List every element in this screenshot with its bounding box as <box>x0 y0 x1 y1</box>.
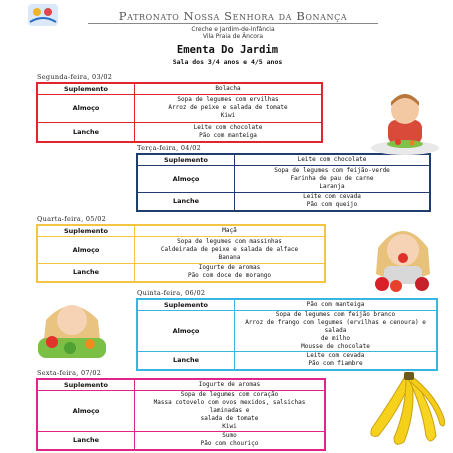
meal-label: Almoço <box>37 94 135 122</box>
menu-table <box>136 153 431 212</box>
school-location: Vila Praia de Âncora <box>202 33 264 40</box>
meal-label: Almoço <box>137 165 235 192</box>
meal-label: Lanche <box>137 192 235 211</box>
day-label: Sexta-feira, 07/02 <box>37 369 102 377</box>
logo-icon <box>28 4 58 26</box>
meal-items: Sumo Pão com chouriço <box>135 431 326 450</box>
child-eating-strawberry-image <box>358 214 448 292</box>
meal-label: Lanche <box>137 351 235 370</box>
menu-title: Ementa Do Jardim <box>176 44 279 56</box>
meal-items: Leite com chocolate Pão com manteiga <box>135 122 323 142</box>
meal-label: Almoço <box>37 390 135 431</box>
table-row <box>37 263 325 282</box>
school-name: Patronato Nossa Senhora da Bonança <box>118 9 348 23</box>
meal-items: Leite com cevada Pão com fiambre <box>235 351 438 370</box>
day-wednesday <box>36 214 326 283</box>
header-divider <box>88 23 378 24</box>
day-thursday <box>136 288 438 371</box>
meal-label: Lanche <box>37 431 135 450</box>
meal-label: Suplemento <box>37 379 135 390</box>
table-row <box>137 299 437 310</box>
menu-table <box>36 224 326 283</box>
table-row <box>37 379 325 390</box>
meal-items: Sopa de legumes com feijão-verde Farinha de pau de carne Laranja <box>235 165 431 192</box>
meal-label: Lanche <box>37 263 135 282</box>
table-row <box>137 192 430 211</box>
child-with-vegetables-image <box>30 290 114 360</box>
meal-items: Iogurte de aromas <box>135 379 326 390</box>
table-row <box>37 225 325 236</box>
meal-items: Iogurte de aromas Pão com doce de morango <box>135 263 326 282</box>
school-subtitle: Creche e Jardim-de-Infância <box>191 26 275 33</box>
day-label: Terça-feira, 04/02 <box>137 144 202 152</box>
meal-items: Pão com manteiga <box>235 299 438 310</box>
meal-label: Suplemento <box>37 83 135 94</box>
meal-items: Maçã <box>135 225 326 236</box>
menu-table <box>36 82 323 143</box>
day-monday <box>36 72 323 143</box>
table-row <box>37 236 325 263</box>
meal-label: Almoço <box>37 236 135 263</box>
day-friday <box>36 368 326 451</box>
meal-items: Leite com chocolate <box>235 154 431 165</box>
table-row <box>37 83 322 94</box>
meal-label: Suplemento <box>137 299 235 310</box>
meal-items: Leite com cevada Pão com queijo <box>235 192 431 211</box>
table-row <box>137 165 430 192</box>
meal-items: Sopa de legumes com massinhas Caldeirada de peixe e salada de alface Banana <box>135 236 326 263</box>
meal-label: Suplemento <box>37 225 135 236</box>
meal-label: Almoço <box>137 310 235 351</box>
meal-label: Suplemento <box>137 154 235 165</box>
table-row <box>37 94 322 122</box>
child-eating-salad-image <box>360 86 450 156</box>
bananas-image <box>360 372 446 450</box>
meal-items: Bolacha <box>135 83 323 94</box>
table-row <box>137 310 437 351</box>
meal-items: Sopa de legumes com ervilhas Arroz de peixe e salada de tomate Kiwi <box>135 94 323 122</box>
meal-items: Sopa de legumes com feijão branco Arroz de frango com legumes (ervilhas e cenoura) e salada de milho Mousse de chocolate <box>235 310 438 351</box>
menu-table <box>36 378 326 451</box>
table-row <box>37 390 325 431</box>
meal-items: Sopa de legumes com coração Massa cotovelo com ovos mexidos, salsichas laminadas e salada de tomate Kiwi <box>135 390 326 431</box>
table-row <box>37 431 325 450</box>
menu-subtitle: Sala dos 3/4 anos e 4/5 anos <box>172 58 283 66</box>
day-label: Quinta-feira, 06/02 <box>137 289 206 297</box>
day-label: Segunda-feira, 03/02 <box>37 73 113 81</box>
day-label: Quarta-feira, 05/02 <box>37 215 107 223</box>
menu-table <box>136 298 438 371</box>
meal-label: Lanche <box>37 122 135 142</box>
table-row <box>37 122 322 142</box>
